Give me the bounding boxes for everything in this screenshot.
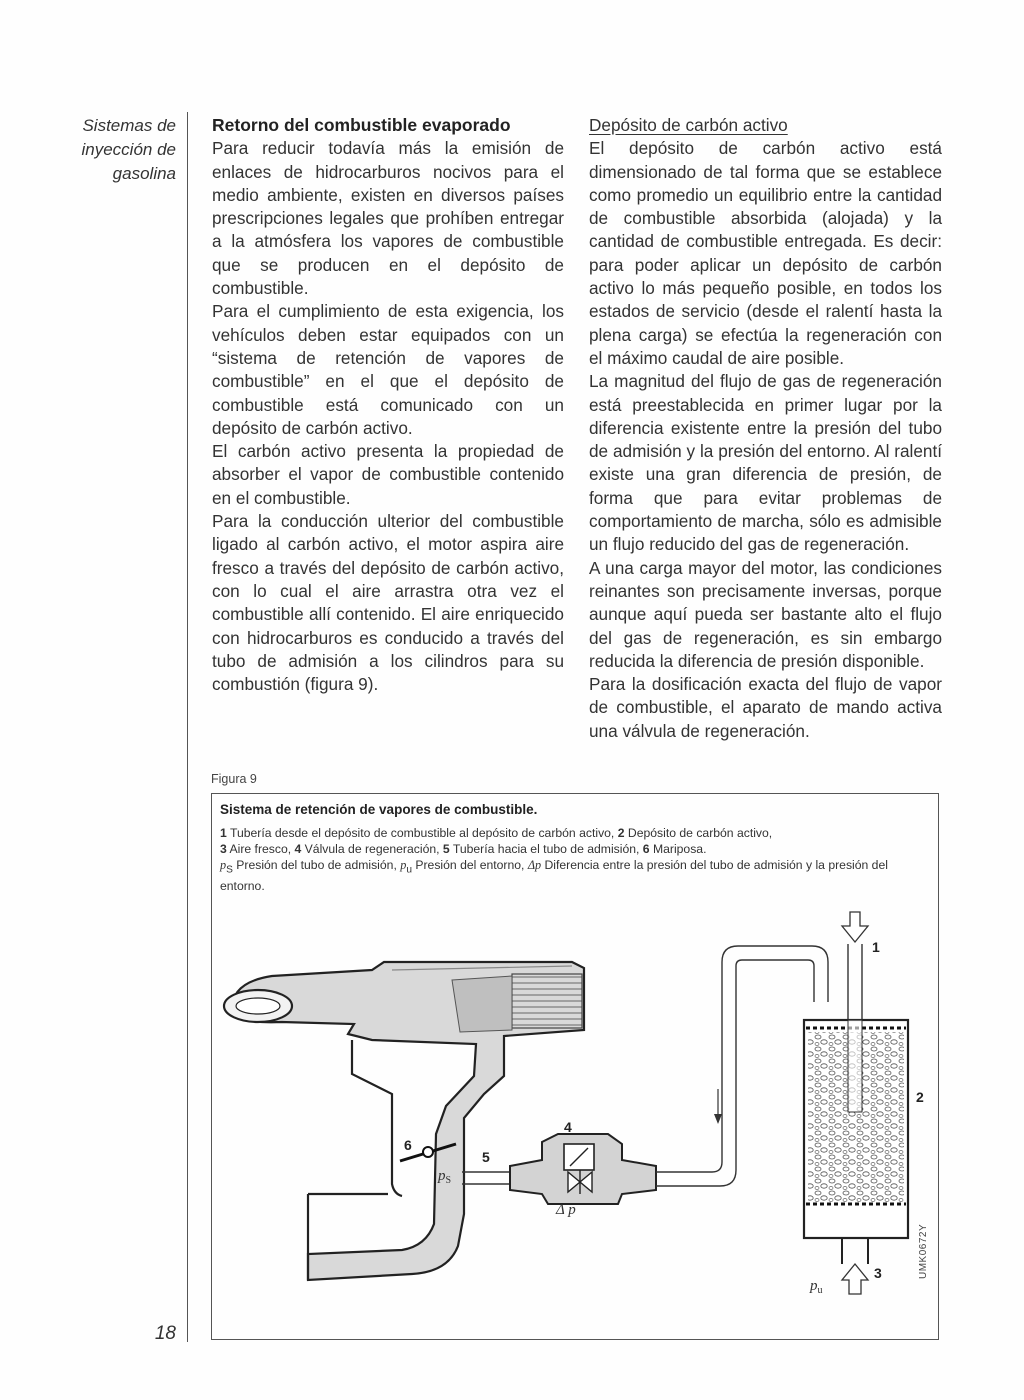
symbol-pu: p bbox=[400, 858, 407, 872]
sidebar-section-title bbox=[60, 114, 176, 186]
sidebar-line: Sistemas de bbox=[82, 116, 176, 135]
regeneration-valve bbox=[510, 1134, 656, 1204]
label-4: 4 bbox=[564, 1119, 572, 1135]
symbol-pu-sub: u bbox=[406, 864, 412, 876]
paragraph: El carbón activo presenta la propiedad de absorber el vapor de combustible contenido en el combustible. bbox=[212, 441, 564, 508]
paragraph: La magnitud del flujo de gas de regeneración está preestablecida en primer lugar por la diferencia existente entre la presión del tubo de admisión y la presión del entorno. Al ralentí existe una gran diferencia de presión, de forma que para evitar problemas de comportamiento de marcha, sólo es admisible un flujo reducido del gas de regeneración. bbox=[589, 371, 942, 555]
section-heading: Retorno del combustible evaporado bbox=[212, 115, 511, 135]
text-column-right bbox=[589, 114, 942, 743]
paragraph: Para el cumplimiento de esta exigencia, los vehículos deben estar equipados con un “sistema de retención de vapores de combustible” en el que el depósito de combustible está comunicado con un depósito de carbón activo. bbox=[212, 301, 564, 438]
figure-box bbox=[211, 793, 939, 1340]
figure-code: UMK0672Y bbox=[918, 1223, 929, 1279]
sidebar-line: inyección de bbox=[81, 140, 176, 159]
label-5: 5 bbox=[482, 1149, 490, 1165]
paragraph: Para la conducción ulterior del combustible ligado al carbón activo, el motor aspira aire fresco a través del depósito de carbón activo, con lo cual el aire arrastra otra vez el combustible allí contenido. El aire enriquecido con hidrocarburos es conducido a través del tubo de admisión a los cilindros para su combustión (figura 9). bbox=[212, 511, 564, 695]
legend-text: Depósito de carbón activo, bbox=[624, 826, 773, 840]
label-6: 6 bbox=[404, 1137, 412, 1153]
symbol-ps: p bbox=[220, 858, 227, 872]
legend-number: 4 bbox=[294, 842, 302, 856]
paragraph: El depósito de carbón activo está dimensionado de tal forma que se establece como promedio un equilibrio entre la cantidad de combustible absorbida (alojada) y la cantidad de combustible entregada. Es decir: para poder aplicar un depósito de carbón activo lo más pequeño posible, en todos los estados de servicio (desde el ralentí hasta la plena carga) se efectúa la regeneración con el máximo caudal de aire posible. bbox=[589, 138, 942, 368]
legend-number: 2 bbox=[617, 826, 625, 840]
legend-text: Diferencia entre la presión del tubo de admisión y la presión del entorno. bbox=[220, 858, 888, 894]
page-number: 18 bbox=[154, 1323, 176, 1344]
legend-number: 1 bbox=[220, 826, 227, 840]
legend-number: 3 bbox=[220, 842, 227, 856]
label-1: 1 bbox=[872, 939, 880, 955]
section-heading: Depósito de carbón activo bbox=[589, 115, 788, 135]
legend-text: Tubería hacia el tubo de admisión, bbox=[449, 842, 643, 856]
legend-text: Aire fresco, bbox=[226, 842, 295, 856]
text-column-left bbox=[212, 114, 564, 696]
legend-text: Mariposa. bbox=[649, 842, 707, 856]
intake-manifold bbox=[224, 962, 584, 1280]
paragraph: A una carga mayor del motor, las condiciones reinantes son precisamente inversas, porque aunque aquí pueda ser bastante alto el flujo del gas de regeneración, es sin embargo reducida la diferencia de presión disponible. bbox=[589, 557, 942, 671]
label-3: 3 bbox=[874, 1265, 882, 1281]
carbon-canister bbox=[804, 1020, 908, 1294]
figure-title: Sistema de retención de vapores de combustible. bbox=[220, 802, 538, 817]
symbol-pu-diagram: $p_u$ bbox=[810, 1278, 823, 1296]
symbol-dp-diagram: Δ p bbox=[556, 1202, 576, 1218]
legend-text: Presión del entorno, bbox=[411, 858, 528, 872]
label-2: 2 bbox=[916, 1089, 924, 1105]
symbol-ps-sub: S bbox=[226, 864, 233, 876]
canister-pipe bbox=[656, 946, 828, 1186]
symbol-dp: Δp bbox=[527, 858, 542, 872]
legend-text: Válvula de regeneración, bbox=[301, 842, 443, 856]
evaporative-system-diagram bbox=[212, 794, 938, 1339]
legend-number: 5 bbox=[442, 842, 450, 856]
symbol-ps-diagram: $p_S$ bbox=[438, 1168, 452, 1186]
vertical-divider bbox=[187, 112, 188, 1342]
legend-number: 6 bbox=[642, 842, 650, 856]
paragraph: Para la dosificación exacta del flujo de vapor de combustible, el aparato de mando activa una válvula de regeneración. bbox=[589, 674, 942, 741]
legend-text: Presión del tubo de admisión, bbox=[232, 858, 401, 872]
legend-text: Tubería desde el depósito de combustible al depósito de carbón activo, bbox=[226, 826, 618, 840]
purge-line bbox=[462, 1172, 512, 1184]
paragraph: Para reducir todavía más la emisión de enlaces de hidrocarburos nocivos para el medio ambiente, existen en diversos países prescripciones legales que prohíben entregar a la atmósfera los vapores de combustible que se producen en el depósito de combustible. bbox=[212, 138, 564, 299]
sidebar-line: gasolina bbox=[112, 164, 176, 183]
figure-label: Figura 9 bbox=[211, 772, 257, 786]
